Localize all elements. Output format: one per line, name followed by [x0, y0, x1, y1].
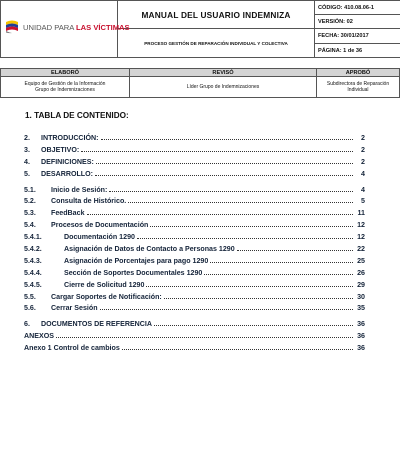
- toc-entry-title: Documentación 1290: [64, 233, 135, 242]
- toc-entry-title: DEFINICIONES:: [41, 157, 94, 166]
- toc-dot-leader: [137, 237, 353, 239]
- aprobo-line-1: Subdirectora de Reparación: [326, 81, 390, 87]
- toc-entry-title: Cierre de Solicitud 1290: [64, 280, 145, 289]
- colombia-flag-icon: [5, 20, 19, 34]
- toc-entry-number: 5.4.4.: [24, 268, 42, 277]
- toc-dot-leader: [237, 249, 353, 251]
- toc-entry[interactable]: [24, 281, 365, 293]
- toc-entry[interactable]: [24, 293, 365, 305]
- toc-entry-page: 22: [357, 245, 365, 254]
- toc-entry-number: 5.4.: [24, 221, 36, 230]
- toc-dot-leader: [100, 308, 353, 310]
- toc-entry[interactable]: [24, 221, 365, 233]
- toc-entry[interactable]: [24, 209, 365, 221]
- toc-dot-leader: [204, 273, 353, 275]
- toc-entry[interactable]: [24, 186, 365, 198]
- toc-entry-title: Sección de Soportes Documentales 1290: [64, 268, 203, 277]
- toc-dot-leader: [101, 138, 353, 140]
- elaboro-line-1: Equipo de Gestión de la Información: [24, 81, 106, 87]
- toc-entry-title: Procesos de Documentación: [51, 221, 149, 230]
- toc-entry[interactable]: [24, 197, 365, 209]
- toc-entry-number: 3.: [24, 145, 30, 154]
- toc-entry-page: 35: [357, 304, 365, 313]
- toc-dot-leader: [146, 285, 353, 287]
- toc-entry-number: 6.: [24, 320, 30, 329]
- toc-entry-page: 26: [357, 268, 365, 277]
- toc-entry-number: 5.4.5.: [24, 280, 42, 289]
- reviso-line-1: Líder Grupo de Indemnizaciones: [186, 84, 260, 90]
- toc-entry[interactable]: [24, 233, 365, 245]
- toc-entry-title: Consulta de Histórico.: [51, 197, 127, 206]
- process-title-cell: [118, 29, 315, 58]
- toc-dot-leader: [96, 162, 353, 164]
- toc-entry-title: Inicio de Sesión:: [51, 185, 108, 194]
- toc-dot-leader: [150, 225, 353, 227]
- toc-dot-leader: [87, 213, 353, 215]
- toc-entry-number: 5.4.3.: [24, 256, 42, 265]
- toc-entry-title: Cargar Soportes de Notificación:: [51, 292, 162, 301]
- toc-heading: 1. TABLA DE CONTENIDO:: [25, 111, 129, 120]
- toc-entry-title: Asignación de Datos de Contacto a Personas 1290: [64, 245, 235, 254]
- toc-entry-title: INTRODUCCIÓN:: [41, 134, 99, 142]
- table-of-contents: [24, 134, 365, 356]
- approval-table: [0, 68, 400, 98]
- toc-entry-title: DESARROLLO:: [41, 169, 94, 178]
- toc-entry-page: 29: [357, 280, 365, 289]
- toc-entry-page: 2: [361, 134, 365, 142]
- manual-title: MANUAL DEL USUARIO INDEMNIZA: [141, 9, 291, 20]
- toc-entry[interactable]: [24, 344, 365, 356]
- toc-entry-number: 5.: [24, 169, 30, 178]
- toc-entry-title: DOCUMENTOS DE REFERENCIA: [41, 320, 153, 329]
- toc-entry-page: 5: [361, 197, 365, 206]
- toc-entry-page: 2: [361, 145, 365, 154]
- version-cell: [315, 15, 400, 29]
- toc-entry[interactable]: [24, 320, 365, 332]
- toc-entry[interactable]: [24, 134, 365, 146]
- toc-entry-title: ANEXOS: [24, 332, 54, 341]
- toc-entry-page: 30: [357, 292, 365, 301]
- toc-entry-title: OBJETIVO:: [41, 145, 80, 154]
- toc-entry[interactable]: [24, 146, 365, 158]
- codigo-text: CÓDIGO: 410.08.06-1: [318, 4, 374, 11]
- toc-entry-page: 12: [357, 221, 365, 230]
- toc-dot-leader: [109, 190, 353, 192]
- toc-entry-page: 4: [361, 169, 365, 178]
- toc-dot-leader: [56, 336, 353, 338]
- toc-entry-page: 12: [357, 233, 365, 242]
- reviso-value: [130, 77, 317, 98]
- toc-entry-page: 36: [357, 320, 365, 329]
- toc-entry[interactable]: [24, 245, 365, 257]
- toc-entry-number: 2.: [24, 134, 30, 142]
- elaboro-value: [1, 77, 130, 98]
- toc-entry[interactable]: [24, 269, 365, 281]
- fecha-text: FECHA: 30/01/2017: [318, 33, 369, 39]
- toc-entry[interactable]: [24, 304, 365, 316]
- toc-dot-leader: [210, 261, 353, 263]
- document-header: [0, 0, 400, 58]
- elaboro-line-2: Grupo de Indemnizaciones: [35, 87, 95, 93]
- toc-dot-leader: [81, 150, 353, 152]
- toc-entry-page: 11: [357, 209, 365, 218]
- toc-entry-page: 36: [357, 344, 365, 353]
- toc-dot-leader: [164, 297, 353, 299]
- codigo-cell: [315, 1, 400, 15]
- toc-entry-number: 5.1.: [24, 185, 36, 194]
- toc-entry-page: 2: [361, 157, 365, 166]
- toc-entry[interactable]: [24, 332, 365, 344]
- toc-entry-title: Asignación de Porcentajes para pago 1290: [64, 256, 209, 265]
- toc-entry-title: FeedBack: [51, 209, 85, 218]
- reviso-header: REVISÓ: [130, 69, 317, 77]
- toc-entry-page: 36: [357, 332, 365, 341]
- toc-entry-number: 4.: [24, 157, 30, 166]
- toc-dot-leader: [128, 201, 353, 203]
- elaboro-header: ELABORÓ: [1, 69, 130, 77]
- aprobo-header: APROBÓ: [317, 69, 400, 77]
- toc-entry-number: 5.2.: [24, 197, 36, 206]
- toc-entry-number: 5.4.1.: [24, 233, 42, 242]
- toc-entry-title: Cerrar Sesión: [51, 304, 98, 313]
- aprobo-line-2: Individual: [347, 87, 369, 93]
- toc-entry-number: 5.6.: [24, 304, 36, 313]
- toc-dot-leader: [154, 324, 353, 326]
- toc-entry-number: 5.4.2.: [24, 245, 42, 254]
- toc-entry[interactable]: [24, 257, 365, 269]
- pagina-cell: [315, 44, 400, 58]
- version-text: VERSIÓN: 02: [318, 18, 353, 25]
- toc-entry-number: 5.5.: [24, 292, 36, 301]
- logo-text: UNIDAD PARA LAS VÍCTIMAS: [23, 22, 130, 32]
- toc-entry-number: 5.3.: [24, 209, 36, 218]
- toc-entry-page: 25: [357, 256, 365, 265]
- toc-dot-leader: [95, 174, 353, 176]
- toc-entry[interactable]: [24, 158, 365, 170]
- fecha-cell: [315, 29, 400, 44]
- process-title: PROCESO GESTIÓN DE REPARACIÓN INDIVIDUAL Y COLECTIVA: [144, 40, 288, 46]
- pagina-text: PÁGINA: 1 de 36: [318, 47, 363, 54]
- toc-entry-title: Anexo 1 Control de cambios: [24, 344, 120, 353]
- logo: [5, 20, 130, 34]
- toc-entry[interactable]: [24, 170, 365, 182]
- toc-entry-page: 4: [361, 185, 365, 194]
- aprobo-value: [317, 77, 400, 98]
- manual-title-cell: [118, 1, 315, 29]
- toc-dot-leader: [122, 348, 353, 350]
- logo-cell: [1, 1, 130, 58]
